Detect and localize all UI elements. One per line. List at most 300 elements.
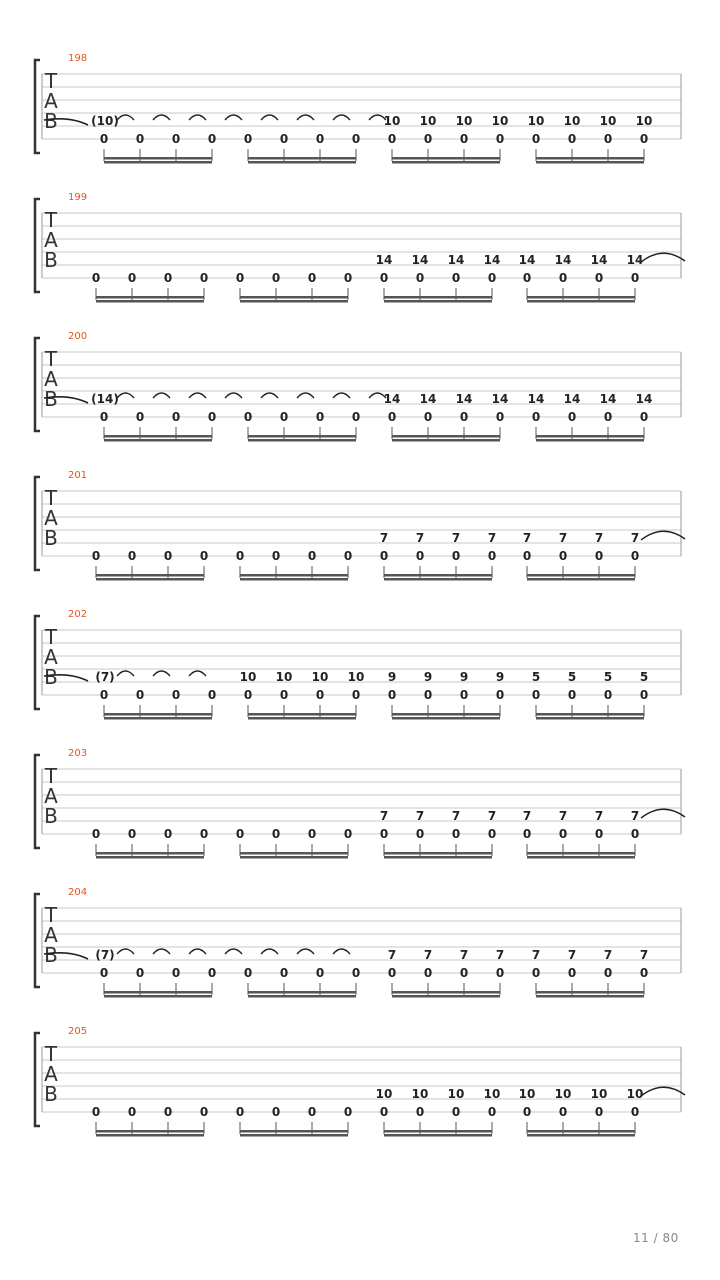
fret-number-low-string: 0 xyxy=(271,827,281,841)
fret-number-low-string: 0 xyxy=(522,549,532,563)
beam xyxy=(248,439,356,442)
fret-number-fifth-string: 10 xyxy=(563,114,581,128)
fret-number-low-string: 0 xyxy=(163,271,173,285)
fret-number-low-string: 0 xyxy=(531,966,541,980)
tab-clef-letter: A xyxy=(44,228,58,252)
fret-number-low-string: 0 xyxy=(171,688,181,702)
fret-number-low-string: 0 xyxy=(307,827,317,841)
measure-number: 205 xyxy=(68,1026,88,1037)
beam xyxy=(527,578,635,581)
fret-number-low-string: 0 xyxy=(558,1105,568,1119)
fret-number-fifth-string: 14 xyxy=(483,253,501,267)
fret-number-fifth-string: 7 xyxy=(522,809,532,823)
beam xyxy=(240,300,348,303)
tab-system-201 xyxy=(35,470,685,581)
tab-clef-letter: B xyxy=(44,665,58,689)
beam xyxy=(392,435,500,438)
fret-number-fifth-string: 10 xyxy=(599,114,617,128)
fret-number-low-string: 0 xyxy=(343,549,353,563)
fret-number-low-string: 0 xyxy=(594,827,604,841)
tab-clef-letter: A xyxy=(44,506,58,530)
fret-number-fifth-string: 7 xyxy=(415,531,425,545)
fret-number-low-string: 0 xyxy=(495,688,505,702)
tied-fret-number: (7) xyxy=(95,670,115,684)
fret-number-fifth-string: 14 xyxy=(383,392,401,406)
beam xyxy=(240,1134,348,1137)
fret-number-fifth-string: 10 xyxy=(419,114,437,128)
fret-number-low-string: 0 xyxy=(91,827,101,841)
tab-clef-letter: T xyxy=(44,1042,58,1066)
fret-number-fifth-string: 5 xyxy=(639,670,649,684)
beam xyxy=(240,856,348,859)
fret-number-fifth-string: 10 xyxy=(491,114,509,128)
fret-number-fifth-string: 7 xyxy=(487,809,497,823)
fret-number-low-string: 0 xyxy=(207,966,217,980)
fret-number-low-string: 0 xyxy=(235,1105,245,1119)
fret-number-fifth-string: 14 xyxy=(599,392,617,406)
fret-number-fifth-string: 14 xyxy=(447,253,465,267)
tab-clef-letter: A xyxy=(44,1062,58,1086)
fret-number-low-string: 0 xyxy=(351,410,361,424)
beam xyxy=(248,991,356,994)
tab-clef-letter: T xyxy=(44,347,58,371)
beam xyxy=(527,1130,635,1133)
tab-system-204 xyxy=(35,887,681,998)
fret-number-fifth-string: 14 xyxy=(375,253,393,267)
beam xyxy=(527,856,635,859)
tab-system-203 xyxy=(35,748,685,859)
fret-number-low-string: 0 xyxy=(567,132,577,146)
fret-number-fifth-string: 7 xyxy=(379,531,389,545)
fret-number-fifth-string: 14 xyxy=(554,253,572,267)
fret-number-fifth-string: 5 xyxy=(567,670,577,684)
beam xyxy=(384,1130,492,1133)
tie-arc xyxy=(117,115,134,120)
fret-number-fifth-string: 10 xyxy=(311,670,329,684)
beam xyxy=(104,439,212,442)
tab-clef-letter: B xyxy=(44,248,58,272)
fret-number-fifth-string: 7 xyxy=(603,948,613,962)
fret-number-low-string: 0 xyxy=(207,410,217,424)
fret-number-fifth-string: 10 xyxy=(554,1087,572,1101)
beam xyxy=(384,300,492,303)
beam xyxy=(240,1130,348,1133)
fret-number-low-string: 0 xyxy=(379,549,389,563)
fret-number-fifth-string: 7 xyxy=(531,948,541,962)
system-bracket xyxy=(35,199,40,292)
fret-number-low-string: 0 xyxy=(207,132,217,146)
system-bracket xyxy=(35,616,40,709)
fret-number-low-string: 0 xyxy=(630,1105,640,1119)
fret-number-low-string: 0 xyxy=(451,827,461,841)
fret-number-low-string: 0 xyxy=(235,549,245,563)
beam xyxy=(527,296,635,299)
beam xyxy=(104,995,212,998)
fret-number-fifth-string: 14 xyxy=(590,253,608,267)
fret-number-low-string: 0 xyxy=(91,271,101,285)
fret-number-fifth-string: 10 xyxy=(239,670,257,684)
fret-number-fifth-string: 7 xyxy=(639,948,649,962)
fret-number-fifth-string: 10 xyxy=(455,114,473,128)
fret-number-low-string: 0 xyxy=(379,271,389,285)
tie-arc xyxy=(117,671,134,676)
fret-number-low-string: 0 xyxy=(639,410,649,424)
page-number: 11 / 80 xyxy=(633,1231,679,1245)
tab-clef-letter: T xyxy=(44,69,58,93)
fret-number-low-string: 0 xyxy=(594,1105,604,1119)
fret-number-fifth-string: 10 xyxy=(590,1087,608,1101)
beam xyxy=(248,435,356,438)
fret-number-low-string: 0 xyxy=(315,966,325,980)
fret-number-low-string: 0 xyxy=(531,688,541,702)
fret-number-low-string: 0 xyxy=(415,549,425,563)
fret-number-low-string: 0 xyxy=(423,132,433,146)
fret-number-low-string: 0 xyxy=(99,688,109,702)
measure-number: 200 xyxy=(68,331,88,342)
tie-arc xyxy=(333,949,350,954)
fret-number-low-string: 0 xyxy=(99,410,109,424)
fret-number-low-string: 0 xyxy=(351,688,361,702)
tie-arc xyxy=(297,115,314,120)
fret-number-low-string: 0 xyxy=(459,410,469,424)
fret-number-low-string: 0 xyxy=(207,688,217,702)
fret-number-fifth-string: 9 xyxy=(459,670,469,684)
fret-number-low-string: 0 xyxy=(235,827,245,841)
tab-clef-letter: A xyxy=(44,784,58,808)
beam xyxy=(104,991,212,994)
fret-number-low-string: 0 xyxy=(163,827,173,841)
beam xyxy=(536,157,644,160)
fret-number-low-string: 0 xyxy=(351,132,361,146)
beam xyxy=(536,717,644,720)
fret-number-low-string: 0 xyxy=(594,549,604,563)
fret-number-fifth-string: 14 xyxy=(419,392,437,406)
fret-number-low-string: 0 xyxy=(415,271,425,285)
system-bracket xyxy=(35,477,40,570)
beam xyxy=(384,574,492,577)
fret-number-low-string: 0 xyxy=(379,1105,389,1119)
fret-number-low-string: 0 xyxy=(558,549,568,563)
beam xyxy=(248,161,356,164)
tie-arc xyxy=(225,393,242,398)
tab-clef-letter: A xyxy=(44,367,58,391)
tab-system-202 xyxy=(35,609,681,720)
tie-arc xyxy=(225,115,242,120)
beam xyxy=(392,991,500,994)
fret-number-fifth-string: 7 xyxy=(487,531,497,545)
tab-clef-letter: B xyxy=(44,387,58,411)
fret-number-fifth-string: 7 xyxy=(495,948,505,962)
fret-number-low-string: 0 xyxy=(199,271,209,285)
tie-arc xyxy=(189,949,206,954)
beam xyxy=(104,713,212,716)
fret-number-low-string: 0 xyxy=(495,410,505,424)
beam xyxy=(392,161,500,164)
fret-number-low-string: 0 xyxy=(387,132,397,146)
tie-arc xyxy=(189,393,206,398)
beam xyxy=(96,578,204,581)
beam xyxy=(527,852,635,855)
fret-number-fifth-string: 14 xyxy=(527,392,545,406)
fret-number-low-string: 0 xyxy=(171,410,181,424)
fret-number-low-string: 0 xyxy=(379,827,389,841)
measure-number: 202 xyxy=(68,609,88,620)
fret-number-fifth-string: 10 xyxy=(411,1087,429,1101)
tab-clef-letter: T xyxy=(44,208,58,232)
beam xyxy=(527,1134,635,1137)
fret-number-low-string: 0 xyxy=(343,827,353,841)
fret-number-low-string: 0 xyxy=(315,132,325,146)
fret-number-fifth-string: 7 xyxy=(630,531,640,545)
beam xyxy=(104,435,212,438)
fret-number-low-string: 0 xyxy=(423,688,433,702)
fret-number-low-string: 0 xyxy=(279,966,289,980)
fret-number-low-string: 0 xyxy=(415,1105,425,1119)
beam xyxy=(536,991,644,994)
beam xyxy=(96,296,204,299)
fret-number-low-string: 0 xyxy=(243,966,253,980)
beam xyxy=(248,995,356,998)
beam xyxy=(536,161,644,164)
fret-number-low-string: 0 xyxy=(199,827,209,841)
beam xyxy=(527,300,635,303)
fret-number-low-string: 0 xyxy=(603,688,613,702)
fret-number-low-string: 0 xyxy=(279,132,289,146)
fret-number-low-string: 0 xyxy=(271,549,281,563)
fret-number-low-string: 0 xyxy=(343,1105,353,1119)
tied-fret-number: (10) xyxy=(91,114,119,128)
fret-number-fifth-string: 14 xyxy=(635,392,653,406)
fret-number-fifth-string: 10 xyxy=(626,1087,644,1101)
fret-number-low-string: 0 xyxy=(91,1105,101,1119)
tab-system-198 xyxy=(35,53,681,164)
tie-arc xyxy=(641,1087,685,1096)
fret-number-low-string: 0 xyxy=(171,966,181,980)
beam xyxy=(392,717,500,720)
tab-system-199 xyxy=(35,192,685,303)
beam xyxy=(384,1134,492,1137)
fret-number-low-string: 0 xyxy=(271,271,281,285)
fret-number-low-string: 0 xyxy=(199,1105,209,1119)
beam xyxy=(240,296,348,299)
fret-number-low-string: 0 xyxy=(271,1105,281,1119)
beam xyxy=(96,1130,204,1133)
fret-number-low-string: 0 xyxy=(127,827,137,841)
fret-number-fifth-string: 7 xyxy=(415,809,425,823)
system-bracket xyxy=(35,338,40,431)
fret-number-fifth-string: 7 xyxy=(630,809,640,823)
fret-number-low-string: 0 xyxy=(127,549,137,563)
fret-number-low-string: 0 xyxy=(567,410,577,424)
fret-number-low-string: 0 xyxy=(307,549,317,563)
tab-clef-letter: B xyxy=(44,1082,58,1106)
beam xyxy=(96,300,204,303)
fret-number-low-string: 0 xyxy=(279,688,289,702)
tab-clef-letter: B xyxy=(44,109,58,133)
fret-number-low-string: 0 xyxy=(307,271,317,285)
fret-number-low-string: 0 xyxy=(603,132,613,146)
fret-number-fifth-string: 10 xyxy=(275,670,293,684)
fret-number-low-string: 0 xyxy=(639,966,649,980)
fret-number-fifth-string: 14 xyxy=(626,253,644,267)
system-bracket xyxy=(35,1033,40,1126)
fret-number-low-string: 0 xyxy=(451,549,461,563)
fret-number-low-string: 0 xyxy=(522,1105,532,1119)
fret-number-fifth-string: 10 xyxy=(635,114,653,128)
tie-arc xyxy=(333,115,350,120)
fret-number-low-string: 0 xyxy=(163,549,173,563)
tie-arc xyxy=(641,531,685,540)
beam xyxy=(392,439,500,442)
fret-number-low-string: 0 xyxy=(630,271,640,285)
tab-clef-letter: B xyxy=(44,804,58,828)
fret-number-low-string: 0 xyxy=(315,410,325,424)
fret-number-low-string: 0 xyxy=(495,132,505,146)
fret-number-fifth-string: 7 xyxy=(522,531,532,545)
fret-number-fifth-string: 14 xyxy=(518,253,536,267)
fret-number-low-string: 0 xyxy=(307,1105,317,1119)
fret-number-fifth-string: 10 xyxy=(527,114,545,128)
fret-number-low-string: 0 xyxy=(91,549,101,563)
fret-number-low-string: 0 xyxy=(163,1105,173,1119)
fret-number-low-string: 0 xyxy=(594,271,604,285)
tie-arc xyxy=(225,949,242,954)
tie-arc xyxy=(261,949,278,954)
fret-number-fifth-string: 7 xyxy=(379,809,389,823)
fret-number-low-string: 0 xyxy=(171,132,181,146)
system-bracket xyxy=(35,60,40,153)
fret-number-fifth-string: 7 xyxy=(387,948,397,962)
fret-number-low-string: 0 xyxy=(135,966,145,980)
beam xyxy=(104,161,212,164)
beam xyxy=(392,713,500,716)
tab-clef-letter: T xyxy=(44,625,58,649)
beam xyxy=(536,995,644,998)
fret-number-fifth-string: 14 xyxy=(411,253,429,267)
beam xyxy=(392,995,500,998)
beam xyxy=(104,717,212,720)
tab-clef-letter: T xyxy=(44,903,58,927)
fret-number-low-string: 0 xyxy=(235,271,245,285)
fret-number-low-string: 0 xyxy=(423,966,433,980)
fret-number-low-string: 0 xyxy=(567,966,577,980)
tab-clef-letter: B xyxy=(44,943,58,967)
tab-clef-letter: T xyxy=(44,764,58,788)
tab-clef-letter: B xyxy=(44,526,58,550)
fret-number-fifth-string: 10 xyxy=(375,1087,393,1101)
fret-number-low-string: 0 xyxy=(487,271,497,285)
tab-clef-letter: A xyxy=(44,923,58,947)
fret-number-low-string: 0 xyxy=(99,966,109,980)
fret-number-fifth-string: 14 xyxy=(491,392,509,406)
fret-number-low-string: 0 xyxy=(243,688,253,702)
fret-number-low-string: 0 xyxy=(639,132,649,146)
tab-clef-letter: A xyxy=(44,89,58,113)
beam xyxy=(248,717,356,720)
fret-number-fifth-string: 7 xyxy=(451,531,461,545)
fret-number-low-string: 0 xyxy=(522,271,532,285)
tied-fret-number: (7) xyxy=(95,948,115,962)
fret-number-fifth-string: 7 xyxy=(558,531,568,545)
fret-number-low-string: 0 xyxy=(199,549,209,563)
tab-system-200 xyxy=(35,331,681,442)
fret-number-low-string: 0 xyxy=(127,1105,137,1119)
fret-number-fifth-string: 7 xyxy=(459,948,469,962)
fret-number-low-string: 0 xyxy=(135,688,145,702)
fret-number-low-string: 0 xyxy=(639,688,649,702)
measure-number: 199 xyxy=(68,192,88,203)
fret-number-fifth-string: 10 xyxy=(347,670,365,684)
beam xyxy=(536,435,644,438)
measure-number: 203 xyxy=(68,748,88,759)
fret-number-fifth-string: 14 xyxy=(563,392,581,406)
tab-clef-letter: T xyxy=(44,486,58,510)
tie-arc xyxy=(153,115,170,120)
beam xyxy=(392,157,500,160)
beam xyxy=(248,157,356,160)
fret-number-low-string: 0 xyxy=(451,271,461,285)
tie-arc xyxy=(297,949,314,954)
fret-number-low-string: 0 xyxy=(387,410,397,424)
beam xyxy=(96,852,204,855)
tie-arc xyxy=(641,809,685,818)
fret-number-fifth-string: 9 xyxy=(495,670,505,684)
beam xyxy=(240,852,348,855)
fret-number-low-string: 0 xyxy=(423,410,433,424)
beam xyxy=(536,713,644,716)
fret-number-low-string: 0 xyxy=(243,132,253,146)
fret-number-fifth-string: 9 xyxy=(423,670,433,684)
fret-number-low-string: 0 xyxy=(567,688,577,702)
fret-number-fifth-string: 10 xyxy=(383,114,401,128)
system-bracket xyxy=(35,894,40,987)
fret-number-low-string: 0 xyxy=(279,410,289,424)
fret-number-low-string: 0 xyxy=(451,1105,461,1119)
tie-arc xyxy=(117,949,134,954)
tab-system-205 xyxy=(35,1026,685,1137)
beam xyxy=(240,574,348,577)
fret-number-low-string: 0 xyxy=(415,827,425,841)
tab-clef-letter: A xyxy=(44,645,58,669)
beam xyxy=(384,856,492,859)
fret-number-low-string: 0 xyxy=(603,966,613,980)
fret-number-fifth-string: 9 xyxy=(387,670,397,684)
fret-number-low-string: 0 xyxy=(459,132,469,146)
tie-arc xyxy=(261,115,278,120)
fret-number-fifth-string: 10 xyxy=(483,1087,501,1101)
fret-number-low-string: 0 xyxy=(487,827,497,841)
tied-fret-number: (14) xyxy=(91,392,119,406)
fret-number-low-string: 0 xyxy=(243,410,253,424)
beam xyxy=(384,578,492,581)
beam xyxy=(384,296,492,299)
system-bracket xyxy=(35,755,40,848)
fret-number-low-string: 0 xyxy=(135,132,145,146)
fret-number-low-string: 0 xyxy=(522,827,532,841)
beam xyxy=(248,713,356,716)
measure-number: 201 xyxy=(68,470,88,481)
fret-number-low-string: 0 xyxy=(387,966,397,980)
fret-number-low-string: 0 xyxy=(351,966,361,980)
fret-number-low-string: 0 xyxy=(315,688,325,702)
fret-number-fifth-string: 7 xyxy=(558,809,568,823)
fret-number-low-string: 0 xyxy=(487,549,497,563)
tie-arc xyxy=(641,253,685,262)
beam xyxy=(96,574,204,577)
fret-number-fifth-string: 5 xyxy=(531,670,541,684)
tie-arc xyxy=(189,671,206,676)
fret-number-low-string: 0 xyxy=(99,132,109,146)
